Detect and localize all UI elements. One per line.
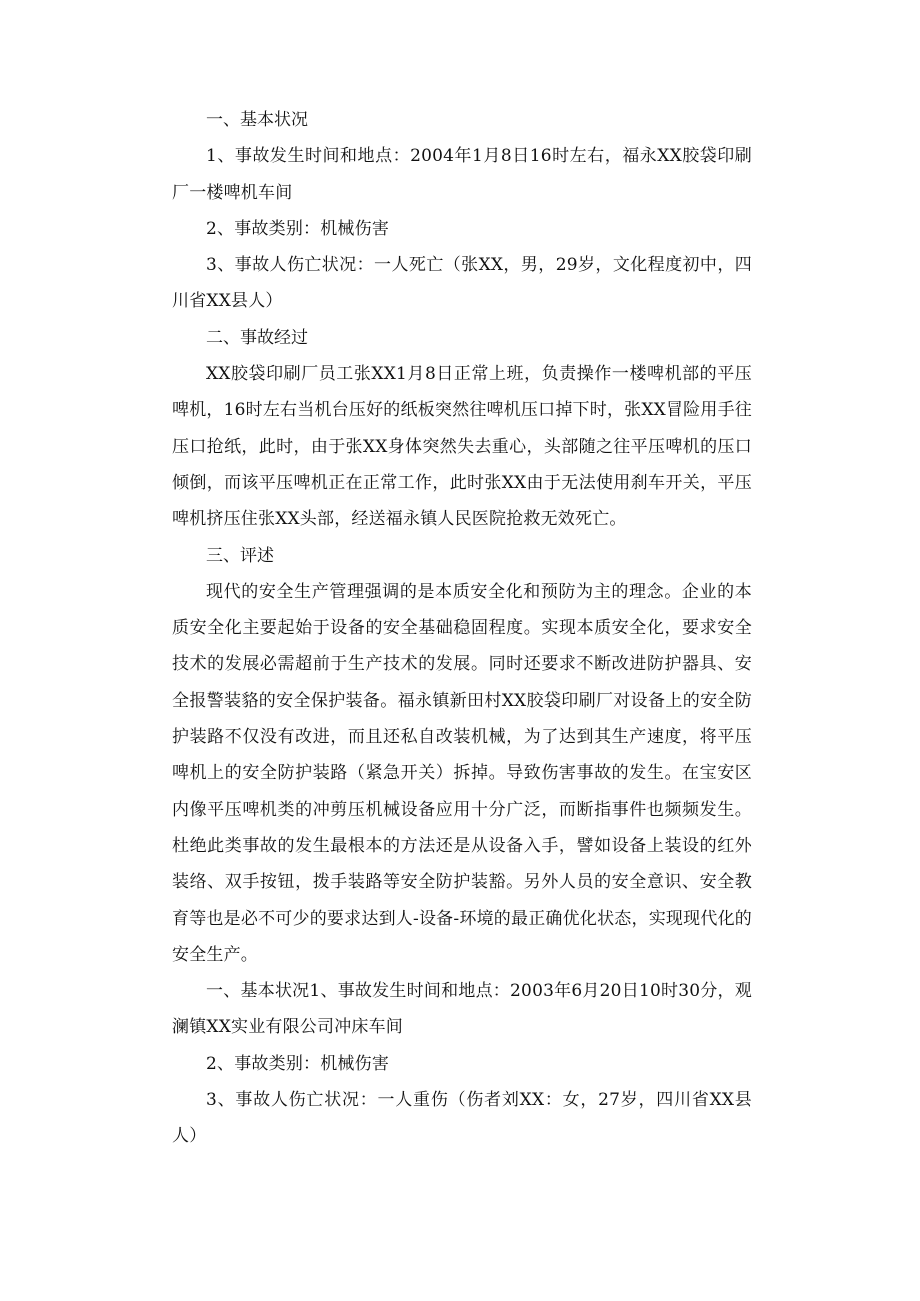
paragraph-review: 现代的安全生产管理强调的是本质安全化和预防为主的理念。企业的本质安全化主要起始于设备的安全基础稳固程度。实现本质安全化，要求安全技术的发展必需超前于生产技术的发展。同时还要求不断改进防护器具、安全报警装貉的安全保护装备。福永镇新田村XX胶袋印刷厂对设备上的安全防护装路不仅没有改进，而且还私自改装机械，为了达到其生产速度，将平压啤机上的安全防护装路（紧急开关）拆掉。导致伤害事故的发生。在宝安区内像平压啤机类的冲剪压机械设备应用十分广泛，而断指事件也频频发生。杜绝此类事故的发生最根本的方法还是从设备入手，譬如设备上装设的红外装络、双手按钮，拨手装路等安全防护装豁。另外人员的安全意识、安全教育等也是必不可少的要求达到人-设备-环境的最正确优化状态，实现现代化的安全生产。 (172, 581, 752, 965)
document-body (172, 102, 752, 1155)
paragraph-accident-type: 2、事故类别：机械伤害 (206, 218, 390, 239)
paragraph-time-location: 1、事故发生时间和地点：2004年1月8日16时左右，福永XX胶袋印刷厂一楼啤机车间 (172, 146, 752, 203)
section-heading-process: 二、事故经过 (206, 327, 308, 348)
paragraph-case2-type: 2、事故类别：机械伤害 (206, 1053, 390, 1074)
paragraph-case2-casualties: 3、事故人伤亡状况：一人重伤（伤者刘XX：女，27岁，四川省XX县人） (172, 1090, 752, 1147)
section-heading-review: 三、评述 (206, 545, 274, 566)
paragraph-case2-basic: 一、基本状况1、事故发生时间和地点：2003年6月20日10时30分，观澜镇XX实业有限公司冲床车间 (172, 981, 752, 1038)
section-heading-basic: 一、基本状况 (206, 110, 308, 130)
paragraph-process: XX胶袋印刷厂员工张XX1月8日正常上班，负责操作一楼啤机部的平压啤机，16时左右当机台压好的纸板突然往啤机压口掉下时，张XX冒险用手往压口抢纸，此时，由于张XX身体突然失去重心，头部随之往平压啤机的压口倾倒，而该平压啤机正在正常工作，此时张XX由于无法使用刹车开关，平压啤机挤压住张XX头部，经送福永镇人民医院抢救无效死亡。 (172, 364, 752, 530)
paragraph-casualties: 3、事故人伤亡状况：一人死亡（张XX，男，29岁，文化程度初中，四川省XX县人） (172, 255, 752, 312)
